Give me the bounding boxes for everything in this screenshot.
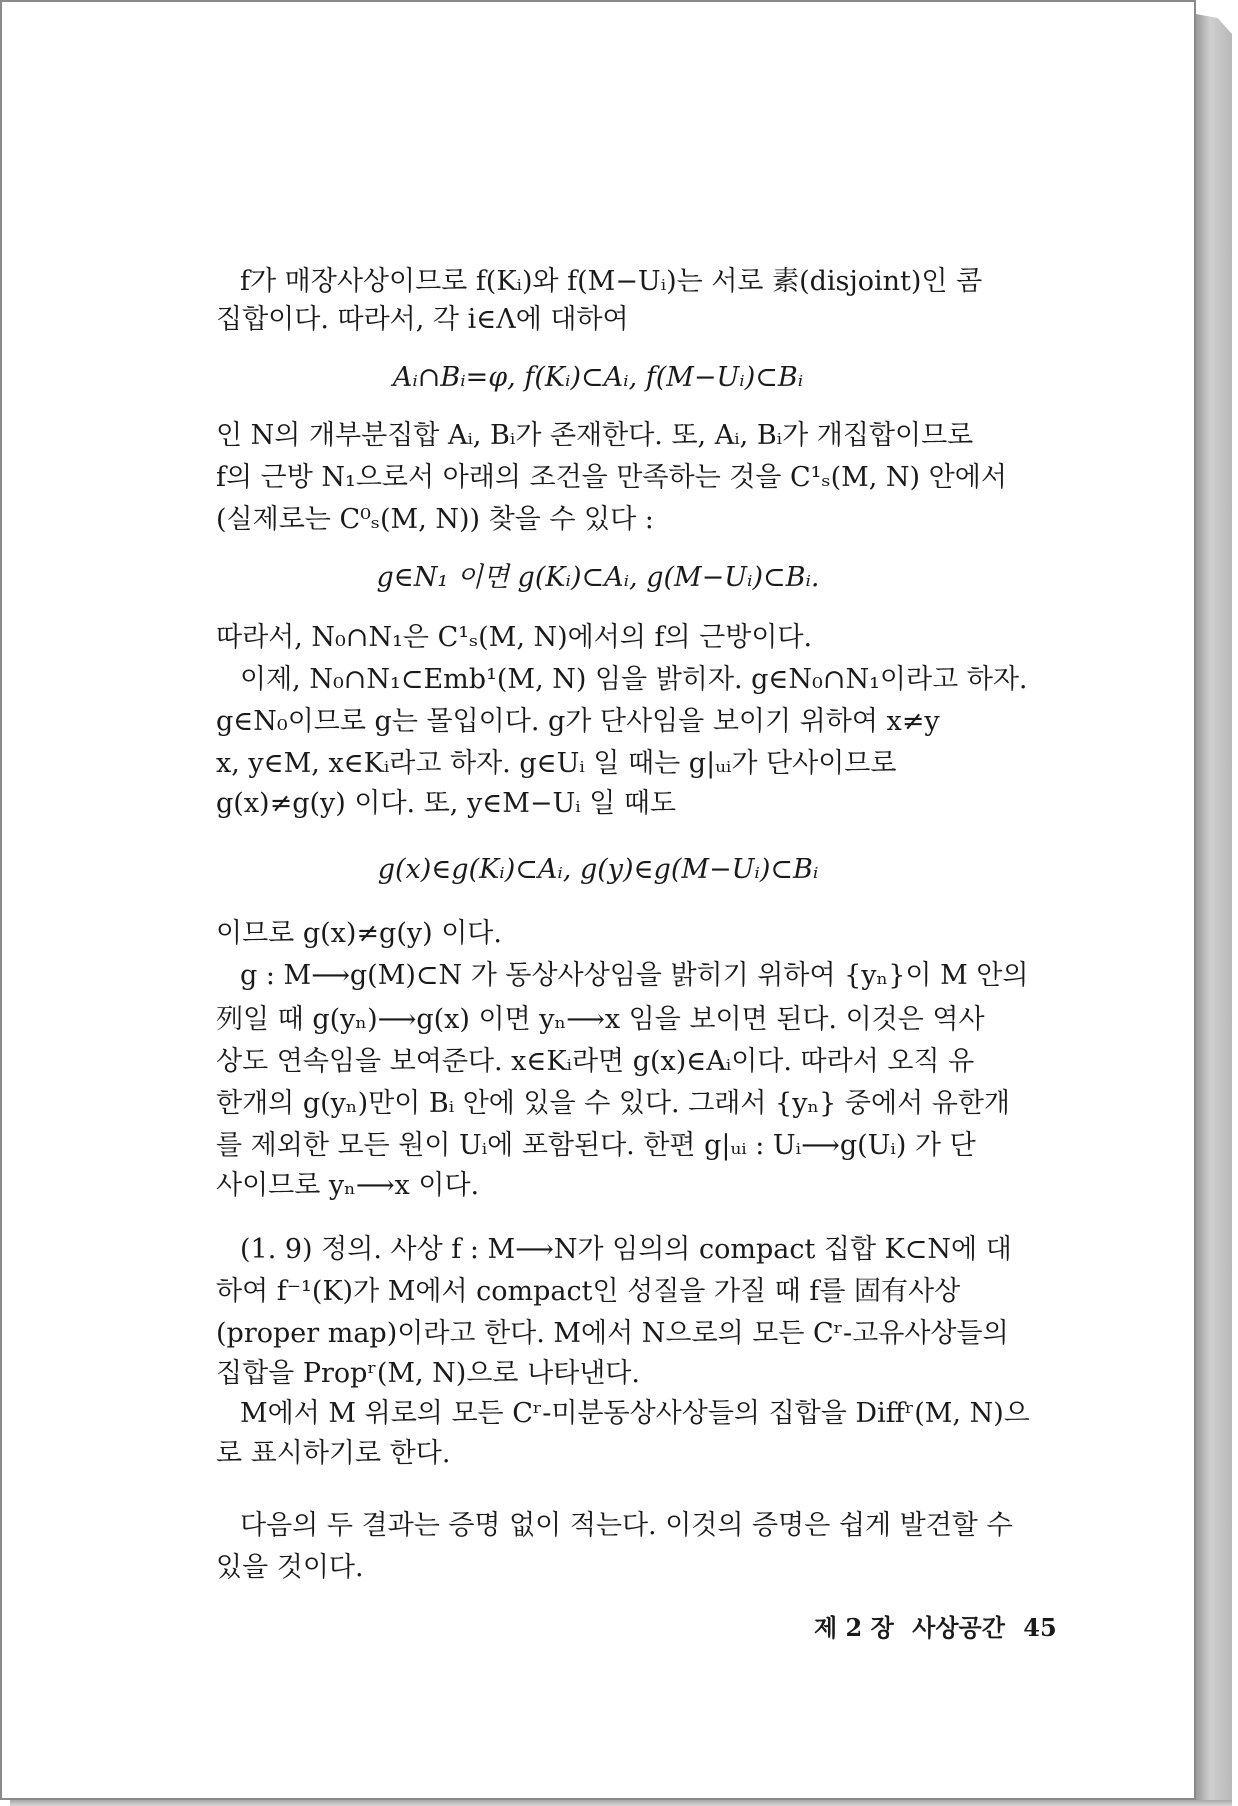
text-line: 상도 연속임을 보여준다. x∈Kᵢ라면 g(x)∈Aᵢ이다. 따라서 오직 유 xyxy=(216,1046,975,1077)
text-line: 列일 때 g(yₙ)⟶g(x) 이면 yₙ⟶x 임을 보이면 된다. 이것은 역사 xyxy=(216,1004,985,1035)
text-line: g∈N₀이므로 g는 몰입이다. g가 단사임을 보이기 위하여 x≠y xyxy=(216,706,940,737)
text-line: f의 근방 N₁으로서 아래의 조건을 만족하는 것을 C¹ₛ(M, N) 안에서 xyxy=(216,462,1007,493)
definition-heading-line: (1. 9) 정의. 사상 f : M⟶N가 임의의 compact 집합 K⊂N에 대 xyxy=(240,1234,1012,1265)
text-line: 사이므로 yₙ⟶x 이다. xyxy=(216,1170,480,1201)
equation: g∈N₁ 이면 g(Kᵢ)⊂Aᵢ, g(M−Uᵢ)⊂Bᵢ. xyxy=(376,562,820,593)
equation: Aᵢ∩Bᵢ=φ, f(Kᵢ)⊂Aᵢ, f(M−Uᵢ)⊂Bᵢ xyxy=(392,362,804,393)
text-line: 한개의 g(yₙ)만이 Bᵢ 안에 있을 수 있다. 그래서 {yₙ} 중에서 유한개 xyxy=(216,1088,1010,1119)
text-line: 집합이다. 따라서, 각 i∈Λ에 대하여 xyxy=(216,304,629,335)
text-line: g : M⟶g(M)⊂N 가 동상사상임을 밝히기 위하여 {yₙ}이 M 안의 xyxy=(240,960,1029,991)
text-line: 로 표시하기로 한다. xyxy=(216,1438,451,1469)
footer-title: 사상공간 xyxy=(912,1613,1005,1642)
text-line: 있을 것이다. xyxy=(216,1552,364,1583)
text-line: 따라서, N₀∩N₁은 C¹ₛ(M, N)에서의 f의 근방이다. xyxy=(216,622,813,653)
page-footer xyxy=(814,1608,1067,1643)
text-line: g(x)≠g(y) 이다. 또, y∈M−Uᵢ 일 때도 xyxy=(216,788,677,819)
text-line: f가 매장사상이므로 f(Kᵢ)와 f(M−Uᵢ)는 서로 素(disjoint)인 콤 xyxy=(240,266,983,297)
text-line: 인 N의 개부분집합 Aᵢ, Bᵢ가 존재한다. 또, Aᵢ, Bᵢ가 개집합이므로 xyxy=(216,420,974,451)
footer-chapter: 제 2 장 xyxy=(814,1613,894,1642)
page-edge-right xyxy=(1196,14,1232,1804)
text-line: 이므로 g(x)≠g(y) 이다. xyxy=(216,918,502,949)
text-line: (실제로는 C⁰ₛ(M, N)) 찾을 수 있다 : xyxy=(216,504,654,535)
text-line: x, y∈M, x∈Kᵢ라고 하자. g∈Uᵢ 일 때는 g|ᵤᵢ가 단사이므로 xyxy=(216,748,897,779)
text-line: 이제, N₀∩N₁⊂Emb¹(M, N) 임을 밝히자. g∈N₀∩N₁이라고 하자. xyxy=(240,664,1028,695)
text-line: 를 제외한 모든 원이 Uᵢ에 포함된다. 한편 g|ᵤᵢ : Uᵢ⟶g(Uᵢ) 가 단 xyxy=(216,1130,976,1161)
text-line: 하여 f⁻¹(K)가 M에서 compact인 성질을 가질 때 f를 固有사상 xyxy=(216,1276,961,1307)
footer-page-number: 45 xyxy=(1023,1613,1057,1642)
page-edge-bottom xyxy=(10,1800,1232,1806)
text-line: M에서 M 위로의 모든 Cʳ-미분동상사상들의 집합을 Diffʳ(M, N)으 xyxy=(240,1398,1030,1429)
text-line: (proper map)이라고 한다. M에서 N으로의 모든 Cʳ-고유사상들의 xyxy=(216,1318,1009,1349)
equation: g(x)∈g(Kᵢ)⊂Aᵢ, g(y)∈g(M−Uᵢ)⊂Bᵢ xyxy=(377,854,819,885)
text-line: 다음의 두 결과는 증명 없이 적는다. 이것의 증명은 쉽게 발견할 수 xyxy=(240,1510,1013,1541)
text-line: 집합을 Propʳ(M, N)으로 나타낸다. xyxy=(216,1358,640,1389)
